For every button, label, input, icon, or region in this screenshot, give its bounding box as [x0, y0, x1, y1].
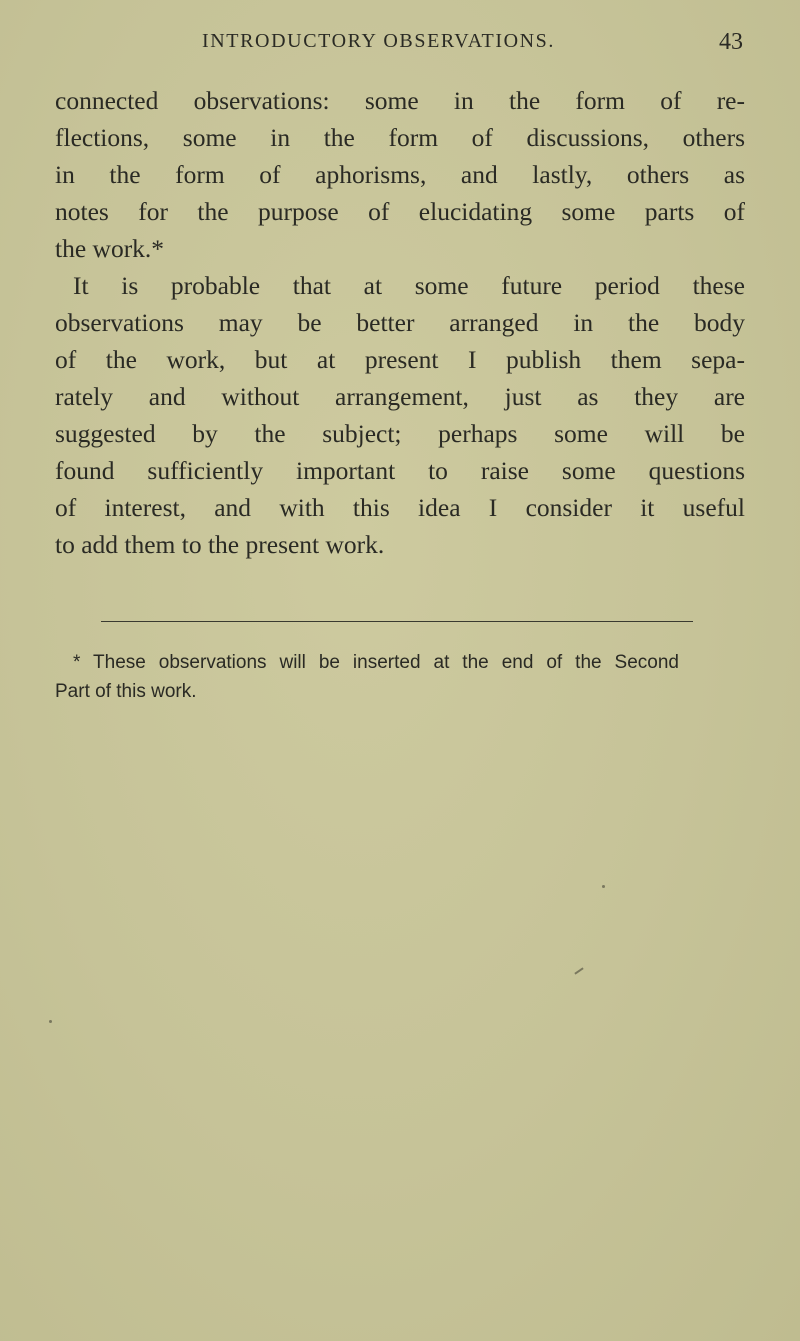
paper-speck [574, 967, 583, 974]
body-line: in the form of aphorisms, and lastly, others as [55, 160, 745, 189]
footnote-rule [101, 621, 693, 622]
footnote-line: * These observations will be inserted at the end of the Second [73, 652, 679, 673]
body-line: connected observations: some in the form of re- [55, 86, 745, 115]
body-line: suggested by the subject; perhaps some will be [55, 419, 745, 448]
running-head [55, 30, 743, 60]
page-number: 43 [719, 29, 743, 55]
body-line: notes for the purpose of elucidating some parts of [55, 197, 745, 226]
body-line: flections, some in the form of discussions, others [55, 123, 745, 152]
paper-speck [49, 1020, 52, 1023]
body-line: the work.* [55, 234, 165, 263]
body-line: of interest, and with this idea I consider it useful [55, 493, 745, 522]
body-line: rately and without arrangement, just as they are [55, 382, 745, 411]
running-title: INTRODUCTORY OBSERVATIONS. [202, 30, 556, 52]
body-line: to add them to the present work. [55, 530, 385, 559]
paper-speck [602, 885, 605, 888]
body-line: of the work, but at present I publish them sepa- [55, 345, 745, 374]
footnote-line: Part of this work. [55, 681, 197, 702]
body-line: found sufficiently important to raise some questions [55, 456, 745, 485]
body-line: observations may be better arranged in the body [55, 308, 745, 337]
body-line: It is probable that at some future period these [73, 271, 745, 300]
